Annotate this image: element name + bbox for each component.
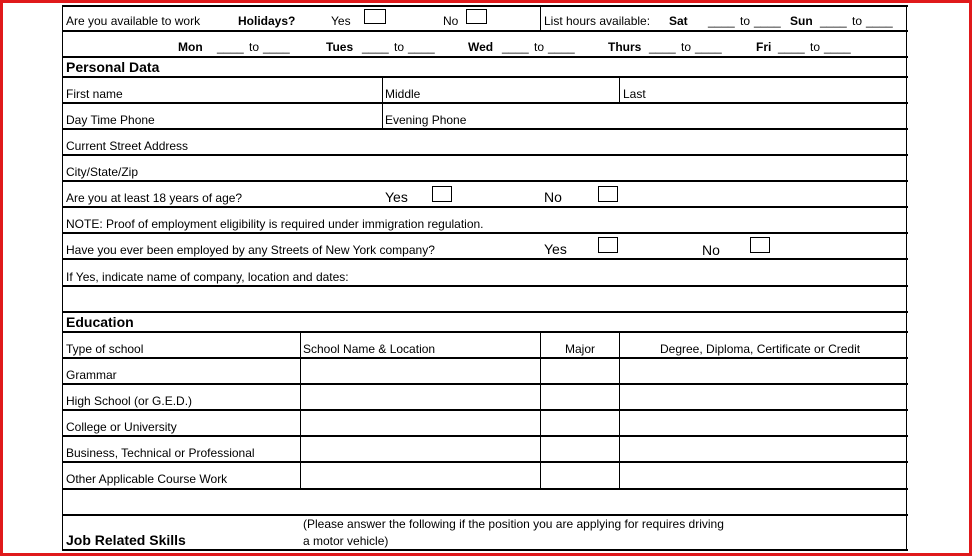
street-address-field[interactable]: Current Street Address	[66, 139, 189, 153]
to-label: to	[852, 14, 863, 28]
sat-to-field[interactable]: ____	[754, 14, 781, 28]
city-state-zip-field[interactable]: City/State/Zip	[66, 165, 139, 179]
mon-from-field[interactable]: ____	[217, 40, 244, 54]
driving-note-line2: a motor vehicle)	[303, 534, 389, 548]
middle-name-field[interactable]: Middle	[385, 87, 421, 101]
sun-from-field[interactable]: ____	[820, 14, 847, 28]
list-hours-label: List hours available:	[544, 14, 651, 28]
holidays-yes-label: Yes	[331, 14, 351, 28]
holidays-label: Holidays?	[238, 14, 296, 28]
evening-phone-field[interactable]: Evening Phone	[385, 113, 467, 127]
edu-row-college: College or University	[66, 420, 177, 434]
tues-from-field[interactable]: ____	[362, 40, 389, 54]
eligibility-note: NOTE: Proof of employment eligibility is required under immigration regulation.	[66, 217, 484, 231]
day-wed: Wed	[468, 40, 494, 54]
col-major: Major	[565, 342, 596, 356]
fri-to-field[interactable]: ____	[824, 40, 851, 54]
col-type-of-school: Type of school	[66, 342, 144, 356]
driving-note-line1: (Please answer the following if the position you are applying for requires driving	[303, 517, 724, 531]
day-phone-field[interactable]: Day Time Phone	[66, 113, 155, 127]
employed-no-checkbox[interactable]	[750, 237, 770, 253]
availability-question: Are you available to work	[66, 14, 201, 28]
day-tues: Tues	[326, 40, 354, 54]
col-degree: Degree, Diploma, Certificate or Credit	[660, 342, 861, 356]
employed-yes-label: Yes	[544, 241, 567, 257]
employment-application-form	[62, 0, 908, 556]
age-no-checkbox[interactable]	[598, 186, 618, 202]
thurs-from-field[interactable]: ____	[649, 40, 676, 54]
age-no-label: No	[544, 189, 562, 205]
personal-data-heading: Personal Data	[66, 59, 160, 75]
mon-to-field[interactable]: ____	[263, 40, 290, 54]
edu-row-high-school: High School (or G.E.D.)	[66, 394, 193, 408]
holidays-no-checkbox[interactable]	[466, 9, 487, 24]
to-label: to	[249, 40, 260, 54]
tues-to-field[interactable]: ____	[408, 40, 435, 54]
to-label: to	[394, 40, 405, 54]
age-question: Are you at least 18 years of age?	[66, 191, 243, 205]
day-sun: Sun	[790, 14, 813, 28]
sun-to-field[interactable]: ____	[866, 14, 893, 28]
edu-row-grammar: Grammar	[66, 368, 117, 382]
day-thurs: Thurs	[608, 40, 642, 54]
age-yes-label: Yes	[385, 189, 408, 205]
thurs-to-field[interactable]: ____	[695, 40, 722, 54]
education-heading: Education	[66, 314, 134, 330]
if-yes-field[interactable]: If Yes, indicate name of company, location and dates:	[66, 270, 349, 284]
to-label: to	[534, 40, 545, 54]
employed-question: Have you ever been employed by any Streets of New York company?	[66, 243, 435, 257]
job-skills-heading: Job Related Skills	[66, 532, 186, 548]
fri-from-field[interactable]: ____	[778, 40, 805, 54]
last-name-field[interactable]: Last	[623, 87, 646, 101]
employed-yes-checkbox[interactable]	[598, 237, 618, 253]
to-label: to	[681, 40, 692, 54]
edu-row-business: Business, Technical or Professional	[66, 446, 255, 460]
sat-from-field[interactable]: ____	[708, 14, 735, 28]
edu-row-other: Other Applicable Course Work	[66, 472, 228, 486]
holidays-no-label: No	[443, 14, 459, 28]
to-label: to	[740, 14, 751, 28]
col-school-name: School Name & Location	[303, 342, 436, 356]
day-sat: Sat	[669, 14, 688, 28]
employed-no-label: No	[702, 242, 720, 258]
first-name-field[interactable]: First name	[66, 87, 123, 101]
day-mon: Mon	[178, 40, 203, 54]
holidays-yes-checkbox[interactable]	[364, 9, 386, 24]
age-yes-checkbox[interactable]	[432, 186, 452, 202]
wed-to-field[interactable]: ____	[548, 40, 575, 54]
wed-from-field[interactable]: ____	[502, 40, 529, 54]
to-label: to	[810, 40, 821, 54]
day-fri: Fri	[756, 40, 772, 54]
